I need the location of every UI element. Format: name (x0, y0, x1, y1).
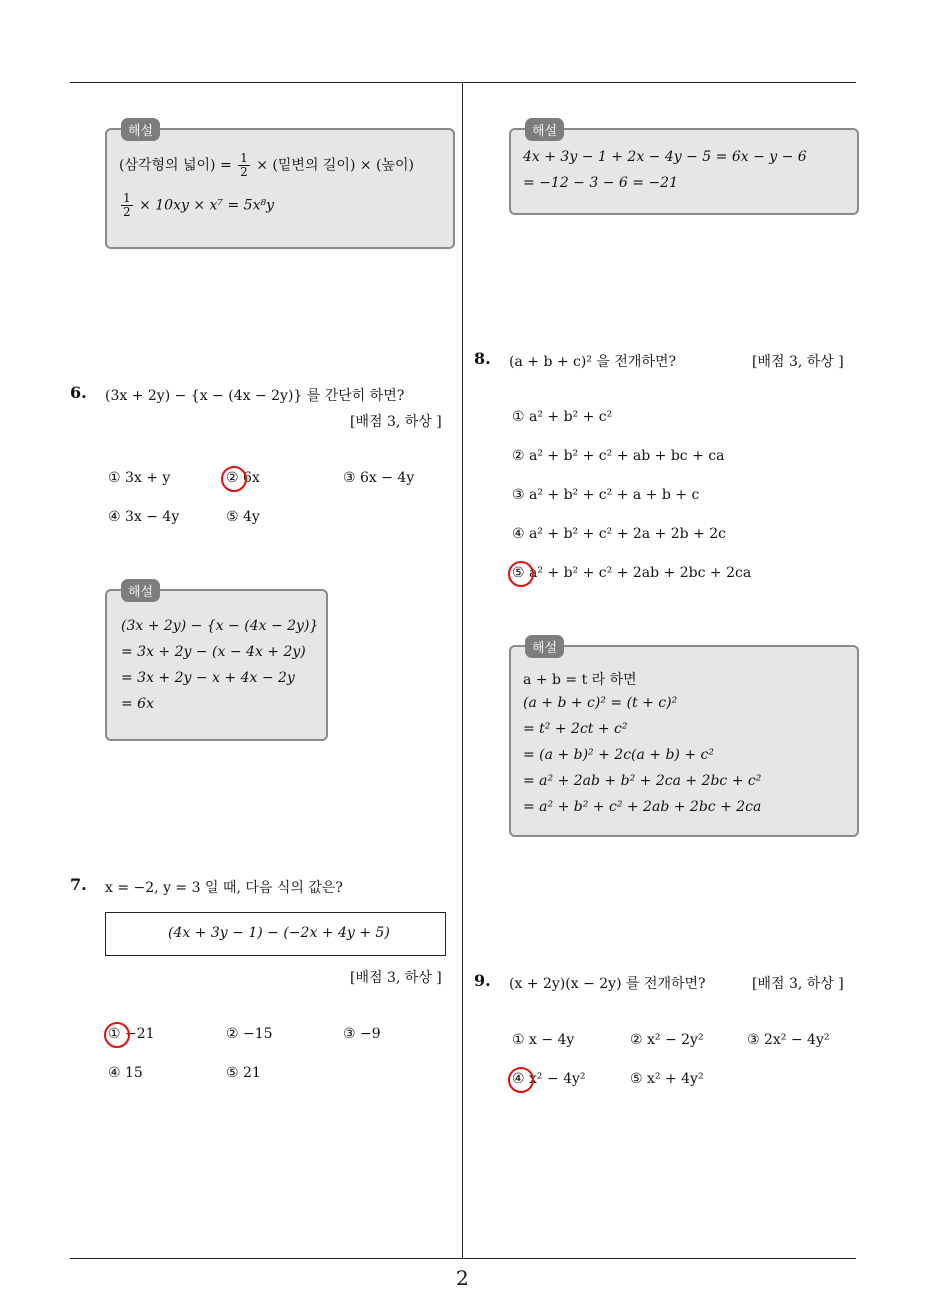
fraction: $\frac{1}{2}$ (123, 191, 131, 219)
q9-choice-1[interactable]: ① x − 4y (512, 1032, 575, 1048)
q8-answer-line-6: = a² + b² + c² + 2ab + 2bc + 2ca (523, 799, 762, 815)
q6-choice-1[interactable]: ① 3x + y (108, 470, 171, 486)
q7-choice-2[interactable]: ② −15 (226, 1026, 273, 1042)
q6-answer-line-4: = 6x (121, 696, 154, 712)
answer-tag: 해설 (525, 635, 564, 658)
q7-expression-box (105, 912, 446, 956)
selected-answer-mark (508, 1067, 534, 1093)
q8-answer-line-1: a + b = t 라 하면 (523, 672, 637, 688)
selected-answer-mark (221, 466, 247, 492)
q9-choice-5[interactable]: ⑤ x² + 4y² (630, 1071, 704, 1087)
q8-choice-4[interactable]: ④ a² + b² + c² + 2a + 2b + 2c (512, 526, 727, 542)
q5-answer-line-2: $\frac{1}{2}$ × 10xy × x⁷ = 5x⁸y (123, 191, 274, 219)
q8-answer-line-3: = t² + 2ct + c² (523, 721, 628, 737)
q6-question: (3x + 2y) − {x − (4x − 2y)} 를 간단히 하면? (105, 388, 405, 404)
q9-choice-4[interactable]: ④ x² − 4y² (512, 1071, 586, 1087)
q7-choice-5[interactable]: ⑤ 21 (226, 1065, 261, 1081)
q9-score: [배점 3, 하상 ] (752, 976, 844, 992)
q8-answer-line-4: = (a + b)² + 2c(a + b) + c² (523, 747, 714, 763)
q6-answer-box (105, 585, 328, 741)
q6-answer-line-2: = 3x + 2y − (x − 4x + 2y) (121, 644, 306, 660)
q8-number: 8. (474, 349, 491, 368)
q8-choice-3[interactable]: ③ a² + b² + c² + a + b + c (512, 487, 700, 503)
bottom-rule (70, 1258, 856, 1259)
q6-choice-2[interactable]: ② 6x (226, 470, 260, 486)
top-rule (70, 82, 856, 83)
q8-question: (a + b + c)² 을 전개하면? (509, 354, 676, 370)
q5-answer-box (105, 124, 455, 249)
selected-answer-mark (508, 561, 534, 587)
q7-choice-3[interactable]: ③ −9 (343, 1026, 381, 1042)
q9-choice-3[interactable]: ③ 2x² − 4y² (747, 1032, 830, 1048)
q7-expression: (4x + 3y − 1) − (−2x + 4y + 5) (168, 925, 390, 941)
column-divider (462, 82, 463, 1259)
q8-choice-1[interactable]: ① a² + b² + c² (512, 409, 613, 425)
q7-answer-line-2: = −12 − 3 − 6 = −21 (523, 175, 678, 191)
q7-number: 7. (70, 875, 87, 894)
q9-question: (x + 2y)(x − 2y) 를 전개하면? (509, 976, 706, 992)
fraction: $\frac{1}{2}$ (240, 151, 248, 179)
selected-answer-mark (104, 1022, 130, 1048)
q7-score: [배점 3, 하상 ] (350, 970, 442, 986)
q8-answer-line-5: = a² + 2ab + b² + 2ca + 2bc + c² (523, 773, 762, 789)
q6-answer-line-3: = 3x + 2y − x + 4x − 2y (121, 670, 295, 686)
q6-choice-5[interactable]: ⑤ 4y (226, 509, 260, 525)
q7-answer-line-1: 4x + 3y − 1 + 2x − 4y − 5 = 6x − y − 6 (523, 149, 807, 165)
answer-tag: 해설 (121, 118, 160, 141)
answer-tag: 해설 (121, 579, 160, 602)
q6-choice-3[interactable]: ③ 6x − 4y (343, 470, 415, 486)
q7-question: x = −2, y = 3 일 때, 다음 식의 값은? (105, 880, 343, 896)
q6-choice-4[interactable]: ④ 3x − 4y (108, 509, 180, 525)
answer-tag: 해설 (525, 118, 564, 141)
q6-number: 6. (70, 383, 87, 402)
q7-answer-box (509, 124, 859, 215)
q9-choice-2[interactable]: ② x² − 2y² (630, 1032, 704, 1048)
q8-choice-2[interactable]: ② a² + b² + c² + ab + bc + ca (512, 448, 725, 464)
q6-answer-line-1: (3x + 2y) − {x − (4x − 2y)} (121, 618, 319, 634)
q8-score: [배점 3, 하상 ] (752, 354, 844, 370)
q9-number: 9. (474, 971, 491, 990)
q7-choice-1[interactable]: ① −21 (108, 1026, 155, 1042)
q5-answer-line-1: (삼각형의 넓이) = $\frac{1}{2}$ × (밑변의 길이) × (높이) (119, 151, 415, 179)
q8-choice-5[interactable]: ⑤ a² + b² + c² + 2ab + 2bc + 2ca (512, 565, 752, 581)
q6-score: [배점 3, 하상 ] (350, 414, 442, 430)
q8-answer-line-2: (a + b + c)² = (t + c)² (523, 695, 678, 711)
q7-choice-4[interactable]: ④ 15 (108, 1065, 143, 1081)
q8-answer-box (509, 641, 859, 837)
page-number: 2 (456, 1266, 469, 1290)
